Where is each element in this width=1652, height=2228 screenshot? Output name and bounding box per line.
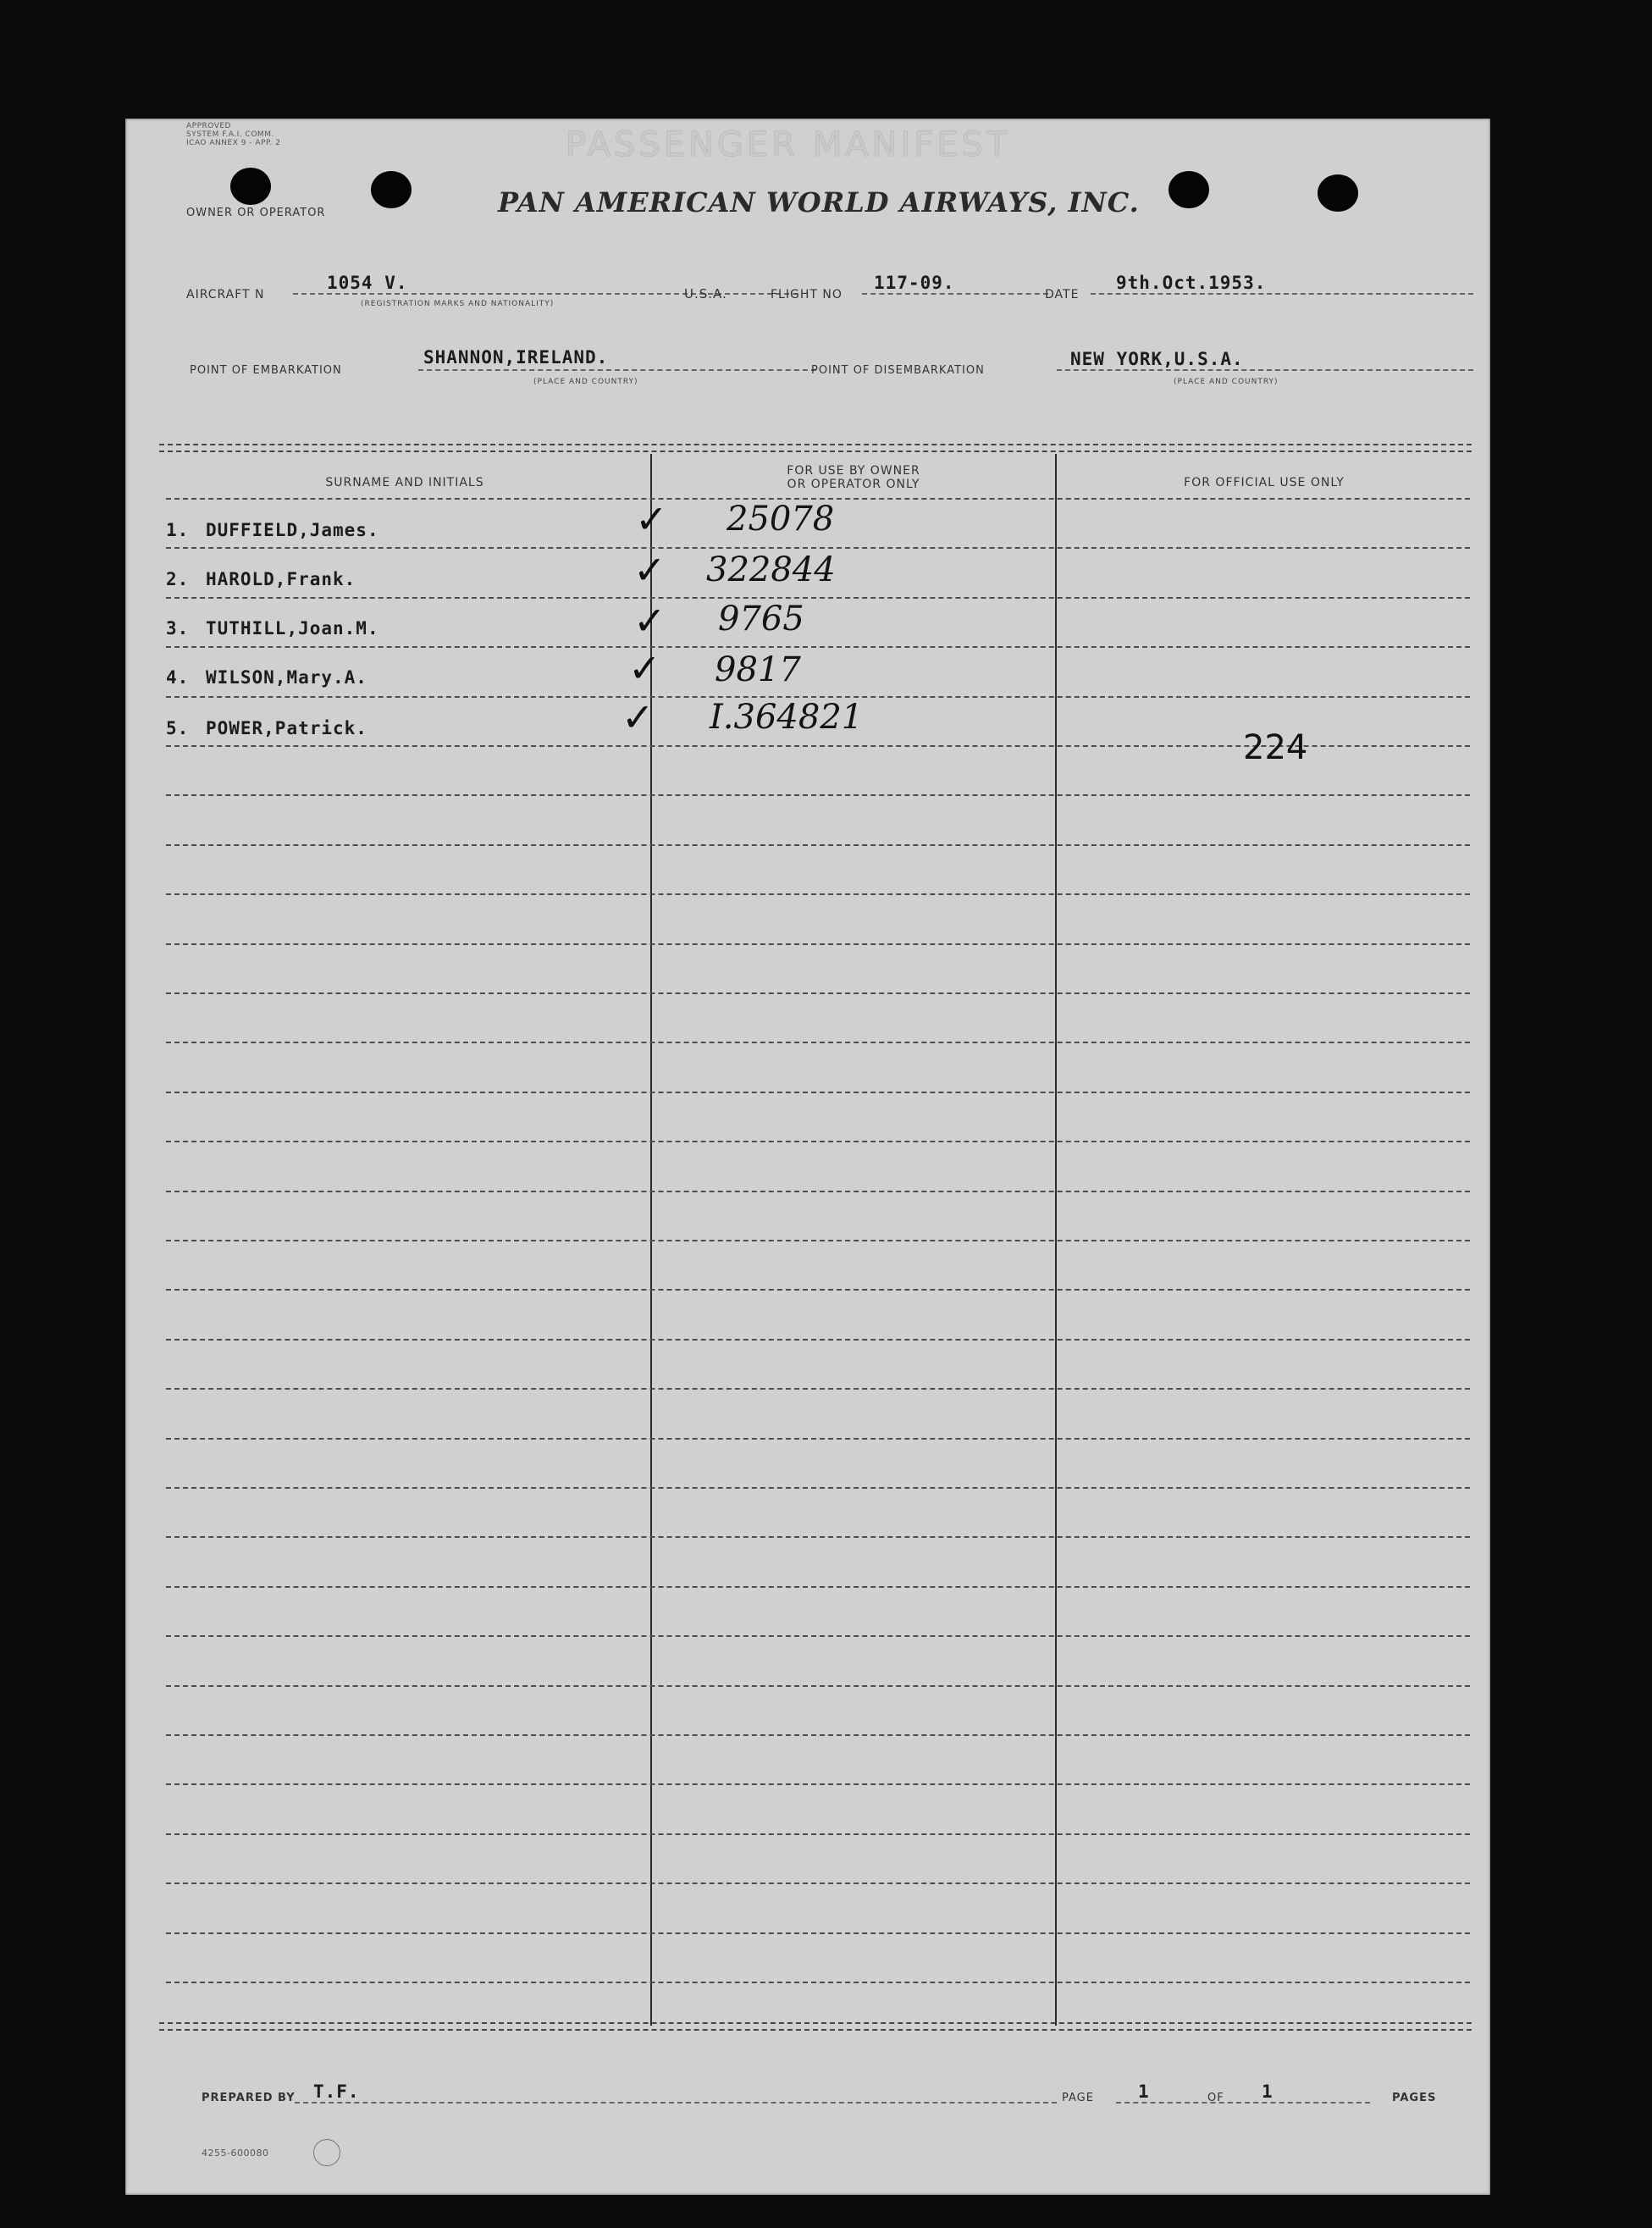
table-row-rule	[166, 1240, 1470, 1241]
page-label: PAGE	[1062, 2092, 1094, 2104]
check-mark-icon: ✓	[628, 645, 661, 691]
passenger-name: WILSON,Mary.A.	[205, 667, 367, 688]
flight-label: FLIGHT NO	[771, 288, 843, 301]
approval-block	[186, 122, 280, 147]
page-line	[1116, 2102, 1370, 2104]
surname-header: SURNAME AND INITIALS	[325, 476, 484, 489]
table-row-rule	[166, 1982, 1470, 1983]
pages-label: PAGES	[1392, 2092, 1437, 2104]
check-mark-icon: ✓	[622, 694, 655, 740]
row-number: 4.	[166, 667, 190, 688]
handwritten-number: 25078	[727, 500, 835, 539]
company-name: PAN AMERICAN WORLD AIRWAYS, INC.	[498, 186, 1140, 218]
table-row-rule	[166, 992, 1470, 994]
table-row-rule	[166, 1141, 1470, 1142]
table-row	[166, 618, 379, 639]
table-row-rule	[166, 1487, 1470, 1489]
form-title: PASSENGER MANIFEST	[566, 125, 1011, 164]
row-number: 2.	[166, 569, 190, 589]
punch-hole	[230, 168, 271, 205]
of-value: 1	[1262, 2081, 1274, 2102]
handwritten-number: I.364821	[710, 698, 864, 737]
of-label: OF	[1207, 2092, 1224, 2104]
passenger-name: HAROLD,Frank.	[205, 569, 356, 589]
usa-label: U.S.A.	[684, 286, 727, 301]
table-row-rule	[166, 1388, 1470, 1390]
flight-line	[862, 293, 1048, 295]
table-row-rule	[166, 1734, 1470, 1736]
table-row	[166, 569, 356, 589]
embark-value: SHANNON,IRELAND.	[423, 347, 609, 368]
aircraft-caption: (REGISTRATION MARKS AND NATIONALITY)	[361, 300, 555, 308]
official-use-header: FOR OFFICIAL USE ONLY	[1184, 476, 1345, 489]
table-row-rule	[166, 1042, 1470, 1043]
union-label-icon	[313, 2139, 340, 2166]
prepared-line	[295, 2102, 1057, 2104]
table-row-rule	[166, 1932, 1470, 1934]
flight-value: 117-09.	[874, 273, 955, 293]
date-line	[1091, 293, 1473, 295]
table-top-rule	[159, 444, 1472, 452]
table-row-rule	[166, 1339, 1470, 1341]
passenger-name: POWER,Patrick.	[205, 718, 367, 738]
official-stamp-number: 224	[1243, 728, 1308, 767]
handwritten-number: 9817	[715, 650, 801, 689]
table-row-rule	[166, 794, 1470, 796]
check-mark-icon: ✓	[633, 598, 666, 644]
owner-use-header-line: FOR USE BY OWNER	[787, 464, 920, 478]
disembark-caption: (PLACE AND COUNTRY)	[1174, 378, 1279, 386]
approval-line: ICAO ANNEX 9 - APP. 2	[186, 139, 281, 147]
punch-hole	[1169, 171, 1209, 208]
disembark-line	[1057, 369, 1473, 371]
table-row-rule	[166, 1685, 1470, 1687]
table-row	[166, 718, 367, 738]
handwritten-number: 9765	[718, 600, 804, 639]
table-row-rule	[166, 547, 1470, 549]
table-row	[166, 667, 367, 688]
table-bottom-rule	[159, 2022, 1472, 2031]
table-row-rule	[166, 1783, 1470, 1785]
owner-label: OWNER OR OPERATOR	[186, 207, 326, 219]
aircraft-label: AIRCRAFT N	[186, 288, 265, 301]
table-row-rule	[166, 943, 1470, 945]
table-row-rule	[166, 893, 1470, 895]
disembark-label: POINT OF DISEMBARKATION	[811, 364, 985, 377]
punch-hole	[371, 171, 412, 208]
approval-line: SYSTEM F.A.I. COMM.	[186, 130, 274, 139]
table-row-rule	[166, 1536, 1470, 1538]
table-row-rule	[166, 1092, 1470, 1093]
punch-hole	[1318, 174, 1358, 212]
disembark-value: NEW YORK,U.S.A.	[1070, 349, 1244, 369]
table-row-rule	[166, 1289, 1470, 1291]
embark-label: POINT OF EMBARKATION	[190, 364, 342, 377]
handwritten-number: 322844	[706, 550, 836, 589]
row-number: 1.	[166, 520, 190, 540]
embark-line	[418, 369, 816, 371]
table-row-rule	[166, 844, 1470, 846]
check-mark-icon: ✓	[635, 496, 668, 542]
passenger-name: DUFFIELD,James.	[205, 520, 379, 540]
owner-use-header-line: OR OPERATOR ONLY	[787, 478, 920, 491]
owner-use-header	[659, 464, 1048, 491]
table-row-rule	[166, 597, 1470, 599]
table-row-rule	[166, 1882, 1470, 1884]
check-mark-icon: ✓	[633, 547, 666, 593]
manifest-sheet	[125, 119, 1490, 2195]
approval-line: APPROVED	[186, 122, 231, 130]
table-row	[166, 520, 379, 540]
aircraft-value: 1054 V.	[327, 273, 408, 293]
passenger-name: TUTHILL,Joan.M.	[205, 618, 379, 639]
table-row-rule	[166, 1635, 1470, 1637]
date-label: DATE	[1045, 288, 1080, 301]
table-row-rule	[166, 1833, 1470, 1835]
table-row-rule	[166, 646, 1470, 648]
prepared-value: T.F.	[313, 2081, 360, 2102]
embark-caption: (PLACE AND COUNTRY)	[533, 378, 638, 386]
page-value: 1	[1138, 2081, 1150, 2102]
table-row-rule	[166, 1586, 1470, 1588]
date-value: 9th.Oct.1953.	[1116, 273, 1267, 293]
table-row-rule	[166, 1191, 1470, 1192]
table-row-rule	[166, 1438, 1470, 1440]
prepared-label: PREPARED BY	[202, 2092, 296, 2104]
row-number: 5.	[166, 718, 190, 738]
form-code: 4255-600080	[202, 2148, 269, 2159]
row-number: 3.	[166, 618, 190, 639]
